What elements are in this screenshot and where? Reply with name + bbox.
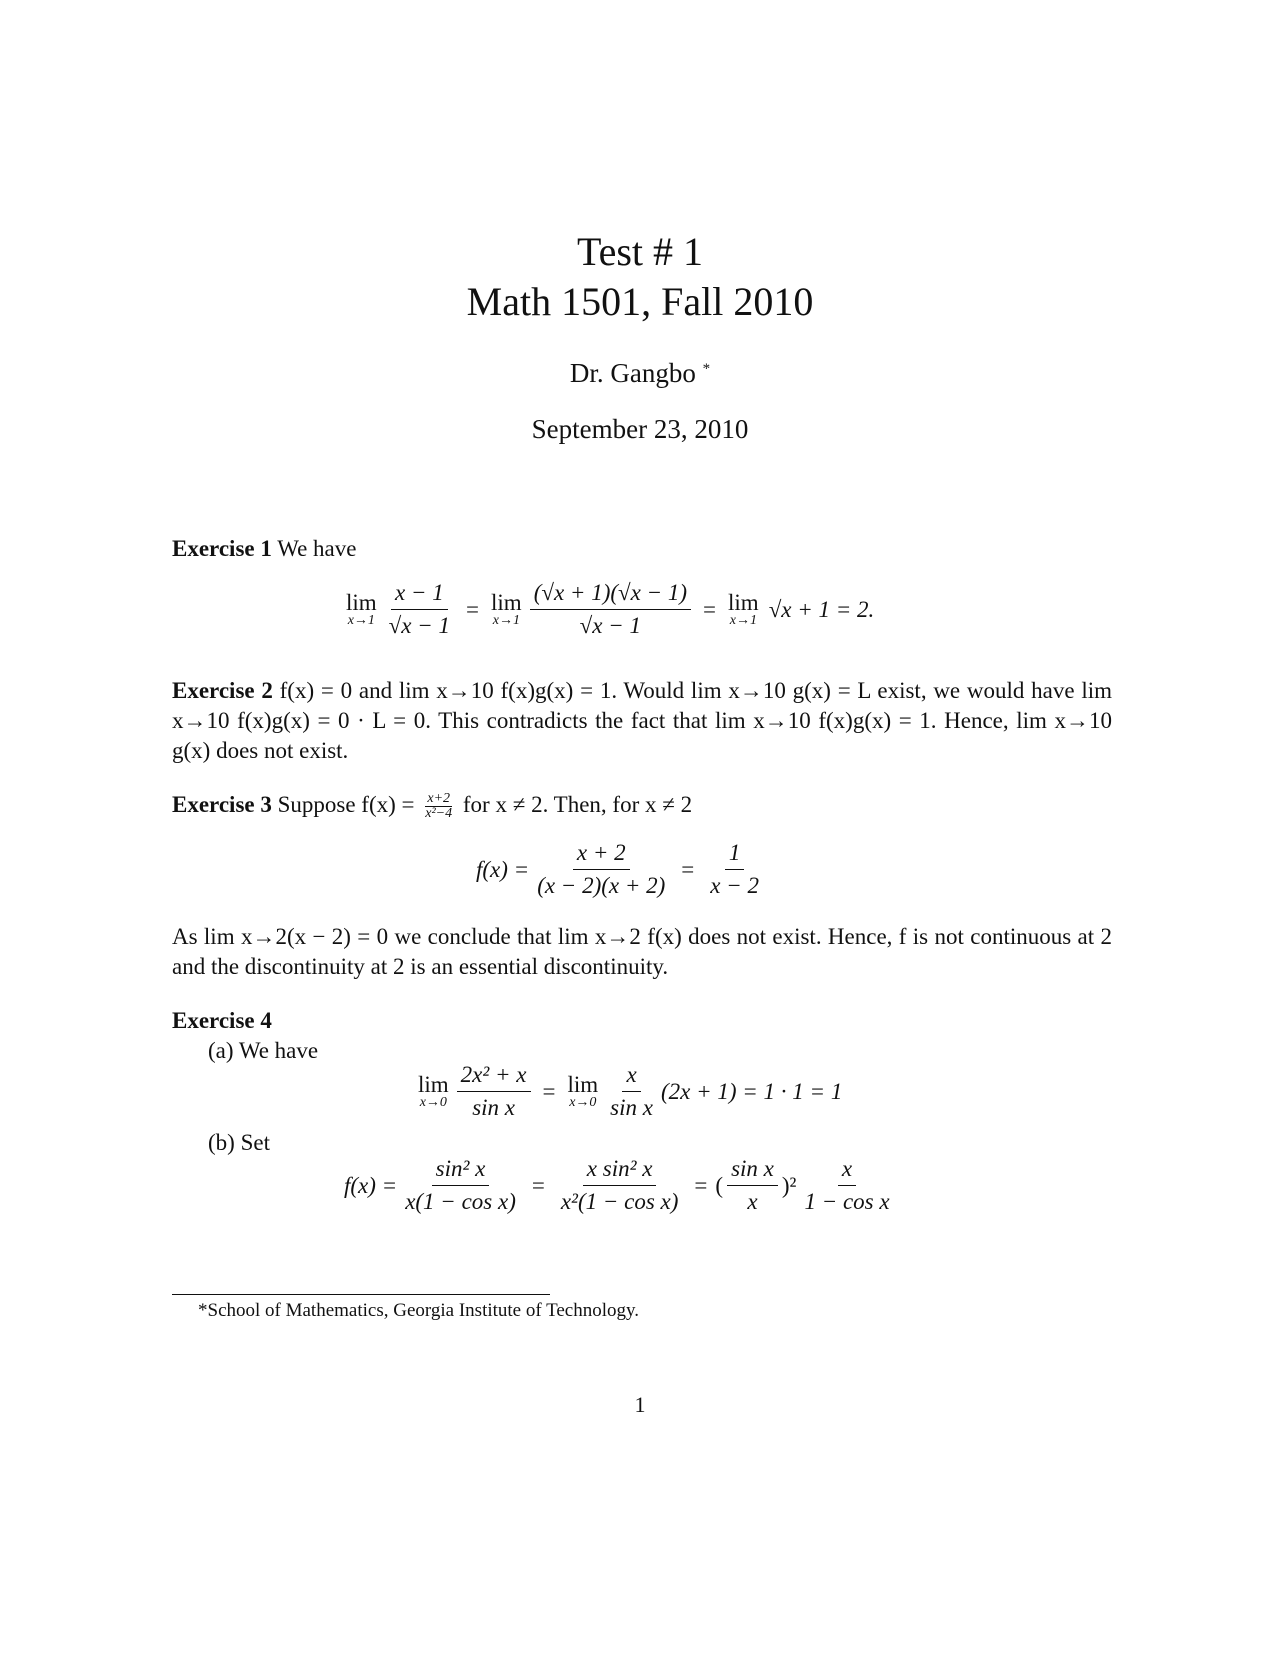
- fraction: $\frac{x - 1}{√x - 1}$: [388, 580, 451, 638]
- author-name: Dr. Gangbo: [569, 358, 696, 388]
- limit-operator: lim x→1: [491, 589, 522, 628]
- exercise-4a-equation: lim x→0 $\frac{\text{2x² + x}}{\text{sin x}}$ = lim x→0 $\frac{x}{\text{sin x}}$ (2x + 1) = 1 · 1 = 1: [418, 1062, 843, 1120]
- exercise-2: [172, 676, 1112, 766]
- author: [0, 358, 1280, 389]
- fraction: $\frac{x + 2}{(x - 2)(x + 2)}$: [537, 840, 666, 898]
- author-footnote-mark: *: [702, 361, 711, 377]
- fraction: $\frac{(√x + 1)(√x - 1)}{√x - 1}$: [530, 580, 691, 639]
- fraction: $\frac{\text{x sin² x}}{\text{x²(1 − cos x)}}$: [560, 1156, 679, 1214]
- exercise-1-intro: [172, 534, 1112, 564]
- exercise-2-text: f(x) = 0 and lim x→10 f(x)g(x) = 1. Would lim x→10 g(x) = L exist, we would have lim x→10 f(x)g(x) = 0 · L = 0. This contradicts the fact that lim x→10 f(x)g(x) = 1. Hence, lim x→10 g(x) does not exist.: [172, 678, 1113, 763]
- date: September 23, 2010: [531, 414, 749, 444]
- exercise-4b-label: (b) Set: [208, 1130, 270, 1155]
- footnote: *School of Mathematics, Georgia Institute of Technology.: [198, 1300, 640, 1321]
- exercise-4-label: Exercise 4: [172, 1008, 272, 1033]
- small-fraction: $\frac{x+2}{\text{x²−4}}$: [425, 791, 453, 822]
- equation-tail: √x + 1 = 2.: [768, 596, 875, 622]
- page-number: 1: [634, 1392, 646, 1417]
- function-label: f(x) =: [344, 1172, 398, 1198]
- equation-tail: (2x + 1) = 1 · 1 = 1: [660, 1078, 843, 1104]
- exercise-2-label: Exercise 2: [172, 678, 273, 703]
- fraction: $\frac{\text{sin x}}{x}$: [727, 1156, 778, 1215]
- limit-operator: lim x→1: [346, 589, 377, 628]
- fraction: $\frac{\text{2x² + x}}{\text{sin x}}$: [457, 1062, 531, 1121]
- exercise-3-post: for x ≠ 2. Then, for x ≠ 2: [462, 792, 693, 817]
- title-line-2: Math 1501, Fall 2010: [466, 279, 814, 324]
- limit-operator: lim x→0: [418, 1071, 449, 1110]
- fraction: $\frac{x}{\text{sin x}}$: [610, 1062, 653, 1120]
- fraction: $\frac{1}{x - 2}$: [710, 840, 760, 898]
- exercise-3-conclusion: As lim x→2(x − 2) = 0 we conclude that lim x→2 f(x) does not exist. Hence, f is not continuous at 2 and the discontinuity at 2 is an essential discontinuity.: [172, 924, 1112, 979]
- exercise-3-label: Exercise 3: [172, 792, 272, 817]
- exercise-1-equation: lim x→1 $\frac{x - 1}{√x - 1}$ = lim x→1 $\frac{(√x + 1)(√x - 1)}{√x - 1}$ = lim x→1 √x + 1 = 2.: [346, 580, 875, 638]
- exercise-1-text: We have: [277, 536, 357, 561]
- exercise-3-intro: [172, 790, 1112, 821]
- title-line-1: Test # 1: [576, 229, 704, 274]
- footnote-rule: [172, 1294, 550, 1295]
- exercise-4a-label: (a) We have: [208, 1038, 319, 1063]
- exercise-3-equation: f(x) = $\frac{x + 2}{(x - 2)(x + 2)}$ = $\frac{1}{x - 2}$: [476, 840, 767, 899]
- exercise-4b-equation: f(x) = $\frac{\text{sin² x}}{\text{x(1 − cos x)}}$ = $\frac{\text{x sin² x}}{\text{x²(1 − cos x)}}$ = ( $\frac{\text{sin x}}{x}$ )² $\frac{x}{\text{1 − cos x}}$: [344, 1156, 898, 1215]
- fraction: $\frac{\text{sin² x}}{\text{x(1 − cos x)}}$: [405, 1156, 516, 1214]
- fraction: $\frac{x}{\text{1 − cos x}}$: [804, 1156, 890, 1214]
- exercise-1-label: Exercise 1: [172, 536, 272, 561]
- power: )²: [781, 1172, 797, 1198]
- limit-operator: lim x→1: [728, 589, 759, 628]
- limit-operator: lim x→0: [567, 1071, 599, 1110]
- function-label: f(x) =: [476, 856, 530, 882]
- exercise-3-pre: Suppose f(x) =: [277, 792, 415, 817]
